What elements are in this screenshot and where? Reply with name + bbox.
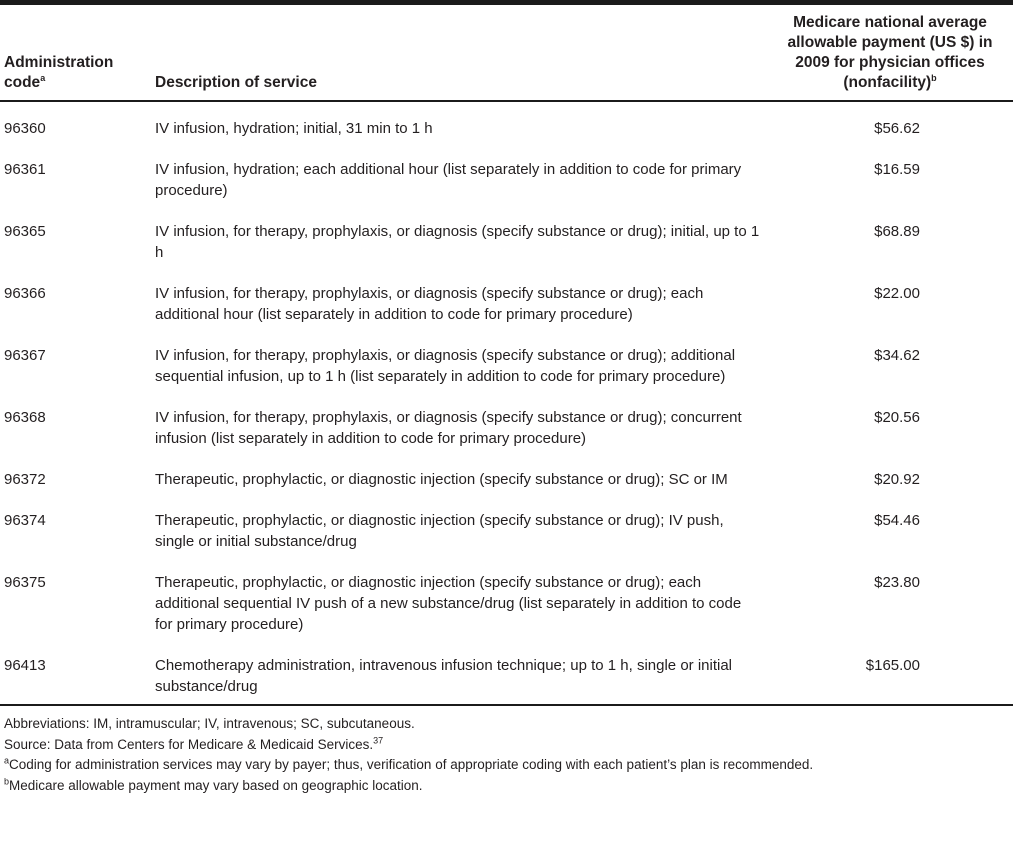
payment-cell: $68.89	[874, 223, 920, 240]
table-row	[0, 101, 1013, 159]
payment-cell: $23.80	[874, 574, 920, 591]
header-medicare-payment-line4: (nonfacility)$^b$	[843, 72, 937, 91]
admin-code-cell: 96365	[4, 223, 46, 240]
table-row	[0, 407, 1013, 469]
table-row	[0, 510, 1013, 572]
footnote-a-marker: a	[4, 755, 10, 766]
payment-cell: $165.00	[767, 655, 1013, 705]
footnote-marker-b: b	[931, 72, 937, 83]
table-row	[0, 283, 1013, 345]
payment-cell: $54.46	[874, 512, 920, 529]
footnote-b-marker: b	[4, 776, 10, 786]
table-row	[0, 159, 1013, 221]
header-medicare-payment-line2: allowable payment (US $) in	[787, 34, 993, 51]
footnote-marker-a: a	[40, 72, 46, 83]
table-footnotes	[0, 706, 1013, 796]
citation-superscript: 37	[373, 735, 384, 745]
header-administration-code-line1: Administration	[4, 54, 114, 71]
header-medicare-payment-line3: 2009 for physician offices	[795, 54, 985, 71]
description-cell: IV infusion, for therapy, prophylaxis, or diagnosis (specify substance or drug); additional sequential infusion, up to 1 h (list separately in addition to code for primary procedure)	[155, 347, 736, 385]
admin-code-cell: 96374	[4, 512, 46, 529]
description-cell: Therapeutic, prophylactic, or diagnostic injection (specify substance or drug); SC or IM	[155, 471, 728, 488]
description-cell: Therapeutic, prophylactic, or diagnostic injection (specify substance or drug); each additional sequential IV push of a new substance/drug (list separately in addition to code for primary procedure)	[155, 574, 742, 633]
table-row	[0, 345, 1013, 407]
admin-code-cell: 96366	[4, 285, 46, 302]
description-cell: Chemotherapy administration, intravenous infusion technique; up to 1 h, single or initial substance/drug	[155, 655, 767, 705]
payment-cell: $20.92	[874, 471, 920, 488]
admin-code-cell: 96367	[4, 347, 46, 364]
admin-code-cell: 96375	[4, 574, 46, 591]
table-row	[0, 469, 1013, 510]
table-row	[0, 655, 1013, 705]
description-cell: IV infusion, for therapy, prophylaxis, or diagnosis (specify substance or drug); each additional hour (list separately in addition to code for primary procedure)	[155, 285, 704, 323]
description-cell: IV infusion, for therapy, prophylaxis, or diagnosis (specify substance or drug); initial, up to 1 h	[155, 223, 760, 261]
header-description-of-service: Description of service	[155, 3, 767, 102]
header-row	[0, 3, 1013, 102]
table-row	[0, 572, 1013, 655]
footnote-a: $^a$Coding for administration services may vary by payer; thus, verification of appropriate coding with each patient’s plan is recommended.	[4, 755, 814, 772]
header-medicare-payment	[767, 3, 1013, 102]
footnote-source: Source: Data from Centers for Medicare & Medicaid Services.$^{37}$	[4, 735, 384, 752]
header-administration-code-line2: code$^a$	[4, 72, 46, 91]
admin-code-cell: 96413	[0, 655, 155, 705]
payment-cell: $22.00	[874, 285, 920, 302]
header-medicare-payment-line1: Medicare national average	[793, 14, 987, 31]
payment-cell: $16.59	[874, 161, 920, 178]
table-header	[0, 3, 1013, 102]
description-cell: IV infusion, hydration; each additional hour (list separately in addition to code for primary procedure)	[155, 161, 742, 199]
description-cell: IV infusion, hydration; initial, 31 min to 1 h	[155, 120, 433, 137]
admin-code-cell: 96372	[4, 471, 46, 488]
payment-cell: $20.56	[874, 409, 920, 426]
footnote-b: $^b$Medicare allowable payment may vary based on geographic location.	[4, 776, 423, 793]
description-cell: Therapeutic, prophylactic, or diagnostic injection (specify substance or drug); IV push, single or initial substance/drug	[155, 512, 724, 550]
admin-code-cell: 96368	[4, 409, 46, 426]
payment-cell: $56.62	[874, 120, 920, 137]
payment-cell: $34.62	[874, 347, 920, 364]
table-row	[0, 221, 1013, 283]
admin-code-cell: 96360	[4, 120, 46, 137]
footnote-abbreviations: Abbreviations: IM, intramuscular; IV, intravenous; SC, subcutaneous.	[4, 716, 415, 731]
table-body	[0, 101, 1013, 705]
header-administration-code	[0, 3, 155, 102]
description-cell: IV infusion, for therapy, prophylaxis, or diagnosis (specify substance or drug); concurrent infusion (list separately in addition to code for primary procedure)	[155, 409, 742, 447]
admin-code-cell: 96361	[4, 161, 46, 178]
